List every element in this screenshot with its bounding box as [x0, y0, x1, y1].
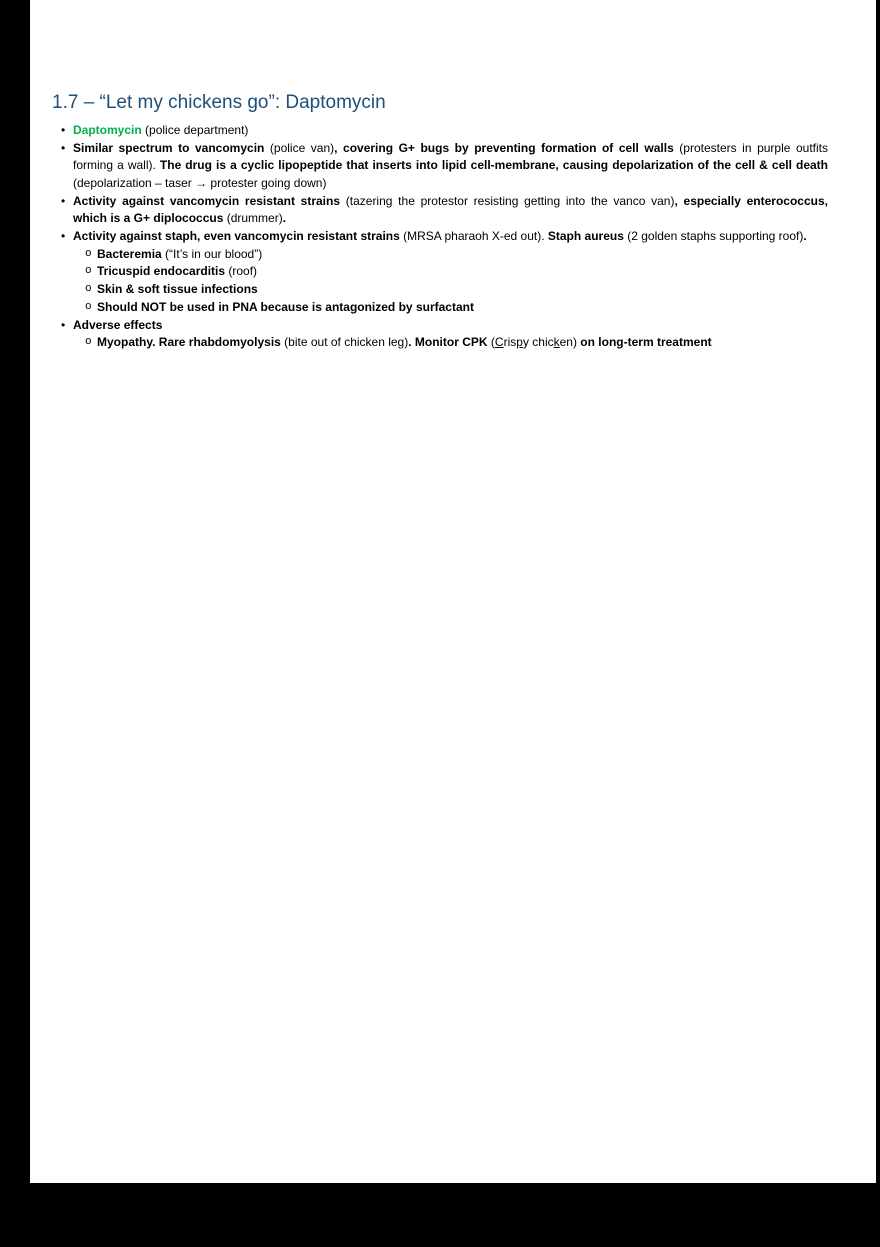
circle-marker: o [85, 265, 92, 278]
list-item-text [97, 335, 712, 349]
text-segment: (roof) [225, 264, 258, 279]
text-segment: Activity against staph, even vancomycin resistant strains [73, 229, 400, 244]
bullet-item [52, 140, 828, 193]
text-segment: (drummer) [223, 211, 283, 226]
text-segment: Should NOT be used in PNA because is antagonized by surfactant [97, 299, 474, 314]
sub-bullet-item [52, 281, 828, 299]
sub-bullet-item [52, 299, 828, 317]
notes-list [52, 122, 828, 352]
list-item-text [97, 247, 262, 261]
text-segment: . [282, 211, 287, 226]
text-segment: Staph aureus [547, 229, 624, 244]
list-item-text [97, 264, 257, 278]
text-segment: (protesters in purple outfits forming a wall). [73, 140, 828, 173]
list-item-text [73, 141, 828, 190]
bullet-item [52, 228, 828, 246]
bullet-item [52, 122, 828, 140]
circle-marker: o [85, 283, 92, 296]
list-item-text [73, 229, 807, 243]
circle-marker: o [85, 300, 92, 313]
text-segment: Activity against vancomycin resistant strains [73, 193, 341, 208]
circle-marker: o [85, 336, 92, 349]
text-segment: ris [503, 335, 517, 350]
document-page [30, 0, 876, 1183]
text-segment: (bite out of chicken leg) [280, 335, 409, 350]
list-item-text [73, 123, 248, 137]
text-segment: (police department) [141, 122, 249, 137]
sub-bullet-item [52, 334, 828, 352]
list-item-text [73, 194, 828, 226]
text-segment: The drug is a cyclic lipopeptide that inserts into lipid cell-membrane, causing depolarization of the cell & cell death [159, 158, 828, 173]
list-item-text [73, 318, 162, 332]
circle-marker: o [85, 247, 92, 260]
text-segment: C [494, 335, 504, 350]
bullet-marker: • [61, 193, 66, 208]
sub-bullet-item [52, 246, 828, 264]
text-segment: (2 golden staphs supporting roof) [623, 229, 804, 244]
text-segment: (“It’s in our blood”) [161, 246, 263, 261]
text-segment: . [803, 229, 807, 244]
text-segment: Similar spectrum to vancomycin [73, 140, 265, 155]
text-segment: Adverse effects [73, 317, 163, 332]
text-segment: en) [559, 335, 577, 350]
text-segment: y chic [522, 335, 554, 350]
text-segment: Skin & soft tissue infections [97, 282, 258, 297]
list-item-text [97, 300, 474, 314]
text-segment: (police van) [264, 140, 335, 155]
page-title: 1.7 – “Let my chickens go”: Daptomycin [52, 92, 386, 113]
bullet-item [52, 317, 828, 335]
text-segment: , especially enterococcus, which is a G+ diplococcus [73, 193, 828, 226]
text-segment: k [553, 335, 560, 350]
bullet-item [52, 193, 828, 228]
text-segment: , covering G+ bugs by preventing formation of cell walls [334, 140, 674, 155]
bullet-marker: • [61, 229, 66, 244]
text-segment: Bacteremia [97, 246, 162, 261]
sub-bullet-item [52, 263, 828, 281]
text-segment: (depolarization – taser → protester going down) [73, 175, 327, 190]
text-segment: . Monitor CPK [408, 335, 488, 350]
text-segment: (tazering the protestor resisting getting into the vanco van) [340, 193, 675, 208]
bullet-marker: • [61, 317, 66, 332]
text-segment: Daptomycin [73, 122, 142, 137]
text-segment: Tricuspid endocarditis [97, 264, 226, 279]
bullet-marker: • [61, 140, 66, 155]
text-segment: Myopathy. Rare rhabdomyolysis [97, 335, 281, 350]
text-segment: on long-term treatment [576, 335, 712, 350]
bullet-marker: • [61, 122, 66, 137]
text-segment: (MRSA pharaoh X-ed out). [399, 229, 548, 244]
text-segment: ( [487, 335, 495, 350]
text-segment: p [516, 335, 523, 350]
list-item-text [97, 282, 258, 296]
